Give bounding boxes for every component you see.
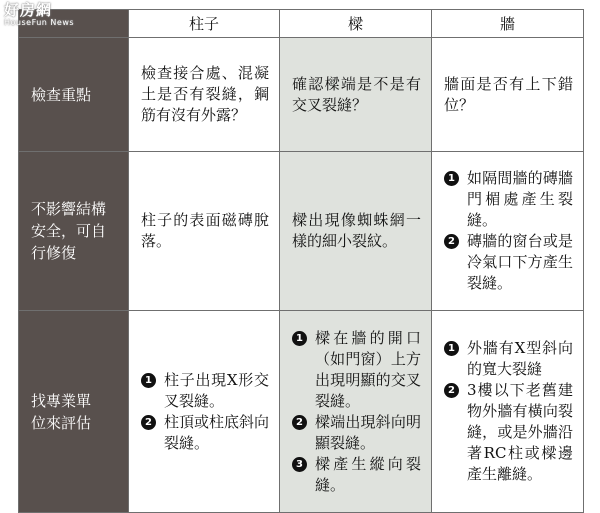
cell-item xyxy=(292,454,421,496)
header-column: 樑 xyxy=(280,10,432,38)
table-cell xyxy=(280,311,432,513)
number-badge-icon: 1 xyxy=(444,171,459,186)
cell-item xyxy=(444,231,573,294)
cell-text: 樑端出現斜向明顯裂縫。 xyxy=(315,412,421,452)
row-header xyxy=(19,38,129,152)
cell-item xyxy=(292,74,421,116)
table-cell xyxy=(129,311,280,513)
watermark-logo xyxy=(4,2,74,27)
row-header-label: 找專業單位來評估 xyxy=(31,391,92,432)
cell-item xyxy=(444,380,573,485)
cell-item xyxy=(444,338,573,380)
cell-text: 確認樑端是不是有交叉裂縫？ xyxy=(292,74,421,114)
table-row xyxy=(19,311,584,513)
cell-item xyxy=(292,412,421,454)
table-cell xyxy=(432,311,584,513)
number-badge-icon: 2 xyxy=(444,234,459,249)
table-cell xyxy=(280,38,432,152)
cell-text: 如隔間牆的磚牆門楣處產生裂縫。 xyxy=(467,169,573,229)
row-header-label: 檢查重點 xyxy=(31,85,92,104)
row-header xyxy=(19,311,129,513)
cell-item xyxy=(141,370,269,412)
row-header-label: 不影響結構安全，可自行修復 xyxy=(31,200,107,262)
number-badge-icon: 2 xyxy=(292,415,307,430)
cell-text: 牆面是否有上下錯位？ xyxy=(444,74,573,114)
watermark-subtext: HouseFun News xyxy=(4,18,75,27)
cell-item xyxy=(141,210,269,252)
number-badge-icon: 3 xyxy=(292,457,307,472)
cell-item xyxy=(292,328,421,412)
cell-text: 磚牆的窗台或是冷氣口下方產生裂縫。 xyxy=(467,232,573,292)
cell-text: 樑在牆的開口（如門窗）上方出現明顯的交叉裂縫。 xyxy=(315,328,421,410)
cell-item xyxy=(444,74,573,116)
cell-item xyxy=(444,168,573,231)
table-cell xyxy=(432,38,584,152)
cell-item xyxy=(141,63,269,126)
table-cell xyxy=(129,38,280,152)
number-badge-icon: 2 xyxy=(444,383,459,398)
table-cell xyxy=(129,152,280,311)
cell-item xyxy=(141,412,269,454)
number-badge-icon: 2 xyxy=(141,415,156,430)
header-column: 牆 xyxy=(432,10,584,38)
table-cell xyxy=(432,152,584,311)
number-badge-icon: 1 xyxy=(141,373,156,388)
cell-text: 外牆有X型斜向的寬大裂縫 xyxy=(467,339,573,378)
cell-text: 樑產生縱向裂縫。 xyxy=(315,454,421,494)
cell-text: 樑出現像蜘蛛網一樣的細小裂紋。 xyxy=(292,211,421,250)
cell-item xyxy=(292,210,421,252)
number-badge-icon: 1 xyxy=(444,341,459,356)
cell-text: 3樓以下老舊建物外牆有橫向裂縫，或是外牆沿著RC柱或樑邊產生離縫。 xyxy=(467,381,573,483)
table-cell xyxy=(280,152,432,311)
cell-text: 柱子出現X形交叉裂縫。 xyxy=(164,370,269,410)
cell-text: 柱頂或柱底斜向裂縫。 xyxy=(164,412,270,452)
row-header xyxy=(19,152,129,311)
table-row xyxy=(19,38,584,152)
watermark-text: 好房網 xyxy=(4,1,53,19)
cell-text: 檢查接合處、混凝土是否有裂縫，鋼筋有沒有外露？ xyxy=(141,64,269,124)
number-badge-icon: 1 xyxy=(292,331,307,346)
inspection-table xyxy=(18,9,584,513)
cell-text: 柱子的表面磁磚脫落。 xyxy=(141,211,269,250)
table-header-row xyxy=(19,10,584,38)
header-column: 柱子 xyxy=(129,10,280,38)
table-row xyxy=(19,152,584,311)
